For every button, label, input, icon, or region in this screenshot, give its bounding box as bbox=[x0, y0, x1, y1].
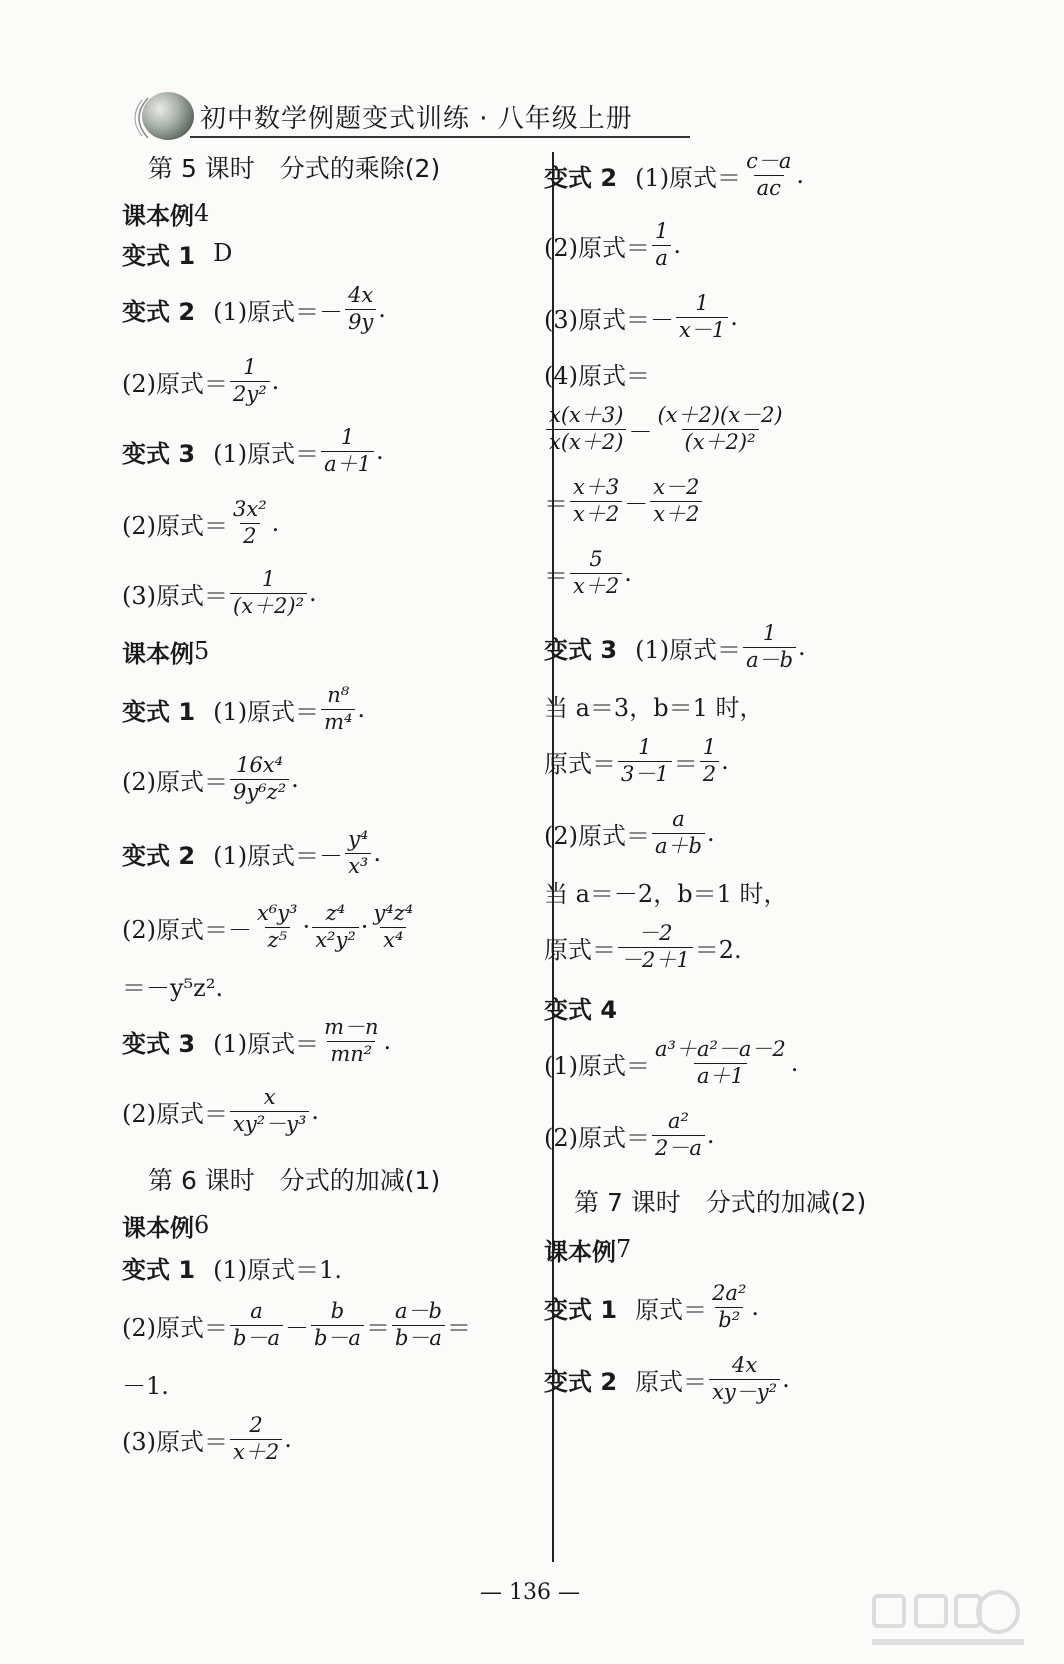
fraction bbox=[652, 1038, 789, 1087]
page-header bbox=[128, 90, 688, 140]
answer-prefix: (2)原式＝ bbox=[544, 821, 650, 850]
denominator: 2 bbox=[700, 761, 719, 786]
answer-text: D bbox=[213, 239, 233, 267]
denominator: b² bbox=[715, 1307, 743, 1332]
numerator: 1 bbox=[762, 621, 777, 646]
answer-line bbox=[122, 683, 366, 734]
answer-prefix: 原式＝ bbox=[544, 749, 616, 778]
numerator: y⁴ bbox=[348, 827, 369, 852]
answer-line bbox=[122, 1413, 292, 1464]
numerator: －2 bbox=[638, 921, 673, 946]
example-heading bbox=[122, 1202, 209, 1248]
answer-line bbox=[544, 921, 742, 972]
page-number: — 136 — bbox=[480, 1580, 580, 1605]
denominator: a＋1 bbox=[321, 451, 374, 476]
denominator: x²y² bbox=[312, 927, 359, 952]
answer-suffix: . bbox=[706, 819, 715, 847]
denominator: b－a bbox=[230, 1325, 283, 1350]
answer-suffix: . bbox=[782, 1365, 790, 1393]
numerator: y⁴z⁴ bbox=[373, 901, 414, 926]
answer-line bbox=[122, 283, 386, 334]
denominator: x－1 bbox=[676, 317, 728, 342]
answer-suffix: . bbox=[375, 437, 384, 465]
numerator: a³＋a²－a－2 bbox=[655, 1037, 786, 1062]
variant-label: 变式 2 bbox=[122, 297, 196, 326]
denominator: 2y² bbox=[230, 381, 270, 406]
numerator: 16x⁴ bbox=[236, 753, 284, 778]
lesson-heading bbox=[148, 144, 440, 190]
answer-line bbox=[122, 1085, 320, 1136]
denominator: a＋b bbox=[652, 833, 705, 858]
book-title: 初中数学例题变式训练 · 八年级上册 bbox=[200, 104, 633, 134]
answer-prefix: 原式＝ bbox=[635, 1367, 708, 1396]
answer-line bbox=[122, 962, 223, 1008]
operator: － bbox=[624, 489, 649, 518]
fraction bbox=[743, 150, 794, 199]
answer-line bbox=[544, 735, 729, 786]
answer-line bbox=[122, 1015, 392, 1066]
denominator: 2 bbox=[240, 523, 259, 548]
variant-label: 变式 2 bbox=[122, 841, 196, 870]
answer-suffix: . bbox=[284, 1425, 292, 1453]
answer-line bbox=[122, 355, 280, 406]
answer-text: (4)原式＝ bbox=[544, 361, 650, 390]
numerator: 1 bbox=[340, 425, 355, 450]
variant-label: 变式 3 bbox=[544, 635, 618, 664]
fraction bbox=[230, 1414, 282, 1463]
globe-icon bbox=[142, 92, 194, 140]
answer-prefix: (2)原式＝ bbox=[122, 1099, 228, 1128]
answer-prefix: (2)原式＝ bbox=[122, 369, 228, 398]
answer-suffix: . bbox=[706, 1121, 715, 1149]
answer-line bbox=[122, 1299, 471, 1350]
variant-label: 变式 1 bbox=[122, 1255, 196, 1284]
answer-line bbox=[122, 230, 232, 276]
fraction bbox=[311, 1300, 364, 1349]
variant-label: 变式 3 bbox=[122, 439, 196, 468]
answer-prefix: (1)原式＝ bbox=[544, 1051, 650, 1080]
answer-prefix: ＝ bbox=[544, 489, 568, 518]
answer-suffix: . bbox=[311, 1097, 320, 1125]
operator: · bbox=[360, 913, 369, 941]
answer-line bbox=[122, 1244, 342, 1290]
answer-line bbox=[122, 827, 381, 878]
variant-label: 变式 2 bbox=[544, 163, 618, 192]
answer-prefix: (3)原式＝－ bbox=[544, 305, 674, 334]
answer-suffix: . bbox=[730, 303, 738, 331]
denominator: a＋1 bbox=[694, 1063, 747, 1088]
numerator: x⁶y³ bbox=[257, 901, 298, 926]
numerator: x bbox=[263, 1085, 276, 1110]
answer-line bbox=[122, 497, 280, 548]
denominator: m⁴ bbox=[321, 709, 355, 734]
answer-suffix: . bbox=[624, 559, 632, 587]
answer-text: ＝－y⁵z². bbox=[122, 973, 224, 1002]
operator: － bbox=[284, 1313, 309, 1342]
numerator: m－n bbox=[324, 1015, 379, 1040]
denominator: 9y bbox=[345, 309, 376, 334]
lesson-heading bbox=[574, 1178, 866, 1224]
numerator: x－2 bbox=[653, 475, 700, 500]
numerator: 1 bbox=[695, 291, 709, 316]
answer-line bbox=[544, 984, 635, 1030]
answer-suffix: . bbox=[291, 765, 299, 793]
denominator: z⁵ bbox=[265, 927, 290, 952]
answer-suffix: . bbox=[378, 295, 386, 323]
answer-prefix: ＝ bbox=[544, 561, 568, 590]
answer-line bbox=[122, 901, 418, 952]
answer-suffix: . bbox=[383, 1027, 392, 1055]
answer-text: －1. bbox=[122, 1371, 169, 1400]
numerator: x＋3 bbox=[573, 475, 620, 500]
fraction bbox=[345, 828, 371, 877]
numerator: a bbox=[672, 807, 685, 832]
fraction bbox=[570, 548, 622, 597]
answer-line bbox=[544, 807, 715, 858]
numerator: z⁴ bbox=[325, 901, 346, 926]
answer-line bbox=[544, 219, 682, 270]
denominator: －2＋1 bbox=[618, 947, 693, 972]
answer-line bbox=[122, 567, 317, 618]
numerator: n⁸ bbox=[327, 683, 350, 708]
fraction bbox=[618, 736, 672, 785]
answer-text: 当 a＝－2，b＝1 时， bbox=[544, 879, 788, 908]
fraction bbox=[709, 1354, 780, 1403]
numerator: x(x＋3) bbox=[549, 403, 624, 428]
fraction bbox=[570, 476, 622, 525]
answer-suffix: . bbox=[373, 839, 381, 867]
answer-text: (1)原式＝1. bbox=[213, 1255, 342, 1284]
fraction bbox=[370, 902, 416, 951]
example-label: 课本例 bbox=[544, 1237, 616, 1266]
answer-prefix: 原式＝ bbox=[544, 935, 616, 964]
fraction bbox=[321, 684, 355, 733]
answer-suffix: . bbox=[673, 231, 682, 259]
variant-label: 变式 4 bbox=[544, 995, 618, 1024]
numerator: 1 bbox=[655, 219, 669, 244]
denominator: b－a bbox=[392, 1325, 445, 1350]
answer-prefix: (3)原式＝ bbox=[122, 1427, 228, 1456]
fraction bbox=[230, 1300, 283, 1349]
denominator: a－b bbox=[743, 647, 796, 672]
denominator: x＋2 bbox=[230, 1439, 282, 1464]
answer-prefix: (2)原式＝－ bbox=[122, 915, 252, 944]
fraction bbox=[700, 736, 719, 785]
example-number: 5 bbox=[194, 637, 210, 665]
operator: ＝ bbox=[365, 1313, 390, 1342]
fraction bbox=[230, 754, 289, 803]
denominator: mn² bbox=[327, 1041, 375, 1066]
lesson-title: 第 6 课时 分式的加减(1) bbox=[148, 1166, 441, 1195]
denominator: xy－y² bbox=[709, 1379, 780, 1404]
denominator: a bbox=[652, 245, 671, 270]
answer-suffix: . bbox=[790, 1049, 799, 1077]
answer-prefix: (2)原式＝ bbox=[122, 767, 228, 796]
numerator: 1 bbox=[702, 735, 717, 760]
denominator: 2－a bbox=[652, 1135, 705, 1160]
answer-suffix: . bbox=[309, 579, 317, 607]
example-label: 课本例 bbox=[122, 639, 194, 668]
fraction bbox=[652, 808, 705, 857]
numerator: 3x² bbox=[233, 497, 267, 522]
denominator: x³ bbox=[345, 853, 371, 878]
denominator: ac bbox=[754, 175, 784, 200]
fraction bbox=[652, 220, 671, 269]
answer-line bbox=[544, 403, 788, 454]
answer-suffix: . bbox=[357, 695, 366, 723]
fraction bbox=[618, 922, 693, 971]
denominator: x＋2 bbox=[570, 501, 622, 526]
answer-suffix: ＝2. bbox=[694, 935, 742, 964]
fraction bbox=[345, 284, 376, 333]
answer-suffix: . bbox=[271, 367, 280, 395]
numerator: 5 bbox=[589, 547, 603, 572]
answer-prefix: (2)原式＝ bbox=[122, 511, 228, 540]
answer-prefix: (2)原式＝ bbox=[544, 233, 650, 262]
header-rule bbox=[190, 136, 690, 138]
example-number: 7 bbox=[616, 1235, 632, 1263]
answer-suffix: . bbox=[721, 747, 729, 775]
answer-prefix: 原式＝ bbox=[635, 1295, 708, 1324]
lesson-title: 第 5 课时 分式的乘除(2) bbox=[148, 154, 441, 183]
answer-prefix: (3)原式＝ bbox=[122, 581, 228, 610]
fraction bbox=[709, 1282, 749, 1331]
answer-prefix: (1)原式＝ bbox=[635, 163, 742, 192]
answer-line bbox=[544, 621, 806, 672]
fraction bbox=[254, 902, 301, 951]
answer-suffix: . bbox=[271, 509, 280, 537]
fraction bbox=[321, 426, 374, 475]
answer-prefix: (2)原式＝ bbox=[544, 1123, 650, 1152]
numerator: a－b bbox=[394, 1299, 442, 1324]
answer-line bbox=[122, 753, 299, 804]
answer-prefix: (1)原式＝ bbox=[213, 697, 320, 726]
answer-line bbox=[544, 1109, 715, 1160]
example-number: 6 bbox=[194, 1211, 210, 1239]
operator: ＝ bbox=[673, 749, 698, 778]
fraction bbox=[230, 1086, 309, 1135]
watermark-logo-icon bbox=[868, 1588, 1028, 1654]
fraction bbox=[392, 1300, 445, 1349]
denominator: x(x＋2) bbox=[546, 429, 626, 454]
numerator: c－a bbox=[746, 149, 792, 174]
answer-line bbox=[544, 682, 763, 728]
answer-prefix: (1)原式＝－ bbox=[213, 841, 344, 870]
numerator: 1 bbox=[243, 355, 257, 380]
answer-suffix: . bbox=[751, 1293, 760, 1321]
answer-suffix: ＝ bbox=[446, 1313, 471, 1342]
fraction bbox=[743, 622, 796, 671]
numerator: a bbox=[250, 1299, 263, 1324]
answer-text: 当 a＝3，b＝1 时， bbox=[544, 693, 764, 722]
variant-label: 变式 1 bbox=[544, 1295, 618, 1324]
answer-line bbox=[544, 149, 804, 200]
answer-prefix: (1)原式＝ bbox=[213, 439, 320, 468]
denominator: x＋2 bbox=[650, 501, 702, 526]
answer-prefix: (2)原式＝ bbox=[122, 1313, 228, 1342]
answer-line bbox=[544, 1037, 799, 1088]
denominator: x＋2 bbox=[570, 573, 622, 598]
answer-line bbox=[544, 1281, 760, 1332]
numerator: 2a² bbox=[712, 1281, 747, 1306]
answer-line bbox=[122, 425, 384, 476]
fraction bbox=[230, 498, 270, 547]
operator: · bbox=[302, 913, 311, 941]
example-label: 课本例 bbox=[122, 201, 194, 230]
numerator: 1 bbox=[261, 567, 276, 592]
fraction bbox=[652, 1110, 705, 1159]
answer-suffix: . bbox=[798, 633, 806, 661]
answer-line bbox=[544, 1353, 790, 1404]
denominator: 3－1 bbox=[618, 761, 672, 786]
fraction bbox=[650, 476, 702, 525]
answer-line bbox=[544, 547, 632, 598]
example-heading bbox=[122, 628, 209, 674]
fraction bbox=[230, 356, 270, 405]
numerator: 1 bbox=[638, 735, 652, 760]
variant-label: 变式 3 bbox=[122, 1029, 196, 1058]
denominator: (x＋2)² bbox=[682, 429, 759, 454]
answer-line bbox=[544, 291, 738, 342]
operator: － bbox=[628, 417, 653, 446]
numerator: 4x bbox=[731, 1353, 758, 1378]
fraction bbox=[676, 292, 728, 341]
lesson-title: 第 7 课时 分式的加减(2) bbox=[574, 1188, 867, 1217]
denominator: b－a bbox=[311, 1325, 364, 1350]
answer-prefix: (1)原式＝ bbox=[213, 1029, 320, 1058]
fraction bbox=[321, 1016, 381, 1065]
answer-line bbox=[544, 475, 704, 526]
fraction bbox=[546, 404, 626, 453]
answer-prefix: (1)原式＝ bbox=[635, 635, 742, 664]
fraction bbox=[230, 568, 307, 617]
answer-line bbox=[544, 350, 650, 396]
lesson-heading bbox=[148, 1156, 440, 1202]
denominator: xy²－y³ bbox=[230, 1111, 309, 1136]
denominator: 9y⁶z² bbox=[230, 779, 289, 804]
answer-line bbox=[544, 868, 787, 914]
example-label: 课本例 bbox=[122, 1213, 194, 1242]
example-number: 4 bbox=[194, 199, 210, 227]
variant-label: 变式 1 bbox=[122, 241, 196, 270]
numerator: 4x bbox=[348, 283, 374, 308]
variant-label: 变式 2 bbox=[544, 1367, 618, 1396]
numerator: a² bbox=[667, 1109, 689, 1134]
variant-label: 变式 1 bbox=[122, 697, 196, 726]
numerator: 2 bbox=[249, 1413, 263, 1438]
denominator: (x＋2)² bbox=[230, 593, 307, 618]
example-heading bbox=[544, 1226, 631, 1272]
fraction bbox=[654, 404, 785, 453]
fraction bbox=[312, 902, 359, 951]
answer-prefix: (1)原式＝－ bbox=[213, 297, 344, 326]
denominator: x⁴ bbox=[380, 927, 406, 952]
answer-line bbox=[122, 1360, 169, 1406]
numerator: b bbox=[330, 1299, 345, 1324]
numerator: (x＋2)(x－2) bbox=[657, 403, 783, 428]
answer-suffix: . bbox=[796, 161, 804, 189]
